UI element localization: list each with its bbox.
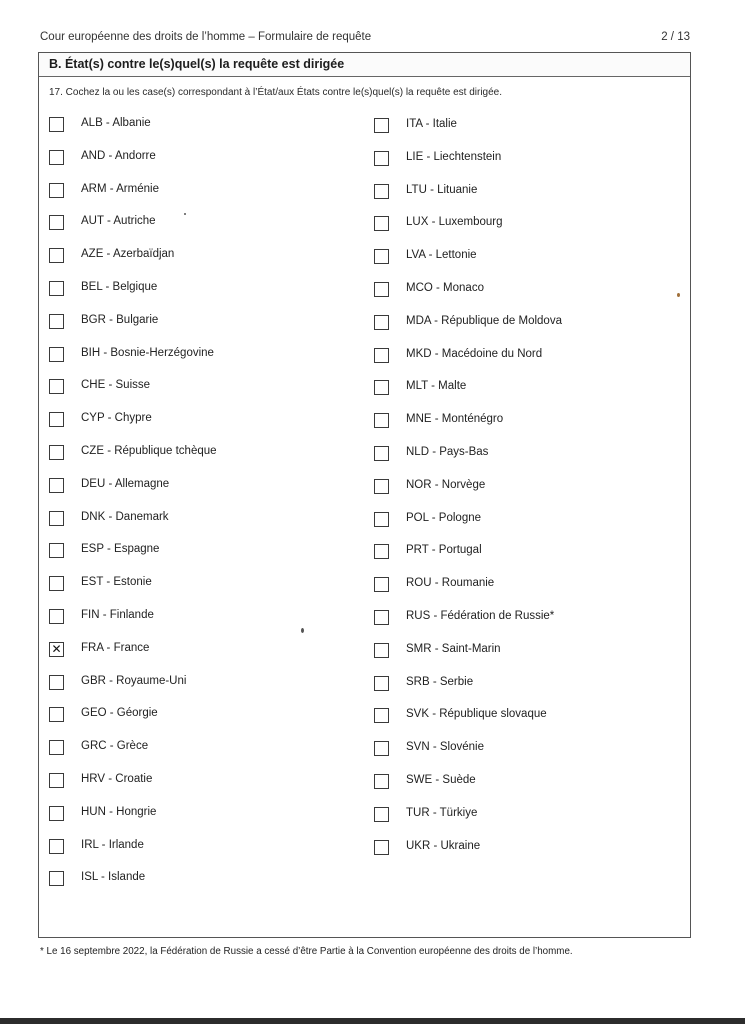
checkbox[interactable] bbox=[374, 577, 389, 592]
country-label: NOR - Norvège bbox=[406, 478, 486, 491]
footnote: * Le 16 septembre 2022, la Fédération de Russie a cessé d’être Partie à la Convention européenne des droits de l’homme. bbox=[40, 946, 573, 957]
country-label: BGR - Bulgarie bbox=[81, 313, 159, 326]
checkbox[interactable] bbox=[49, 675, 64, 690]
country-label: SWE - Suède bbox=[406, 774, 476, 786]
checkbox[interactable] bbox=[374, 216, 389, 231]
question-17: 17. Cochez la ou les case(s) correspondant à l’État/aux États contre le(s)quel(s) la requête est dirigée. bbox=[49, 87, 503, 98]
checkbox[interactable] bbox=[374, 249, 389, 264]
country-option[interactable] bbox=[49, 675, 329, 693]
country-label: GEO - Géorgie bbox=[81, 707, 158, 720]
checkbox[interactable] bbox=[49, 347, 64, 362]
country-label: BIH - Bosnie-Herzégovine bbox=[81, 346, 214, 359]
country-option[interactable] bbox=[49, 117, 329, 135]
checkbox[interactable] bbox=[374, 774, 389, 789]
country-option[interactable] bbox=[374, 840, 654, 858]
country-option[interactable] bbox=[49, 314, 329, 332]
country-option[interactable] bbox=[49, 347, 329, 365]
country-label: ESP - Espagne bbox=[81, 543, 160, 556]
country-option[interactable] bbox=[49, 871, 329, 889]
checkbox[interactable] bbox=[49, 773, 64, 788]
country-label: SVN - Slovénie bbox=[406, 741, 484, 754]
scan-speck bbox=[301, 628, 304, 633]
checkbox[interactable] bbox=[49, 707, 64, 722]
country-option[interactable] bbox=[374, 348, 654, 366]
checkbox[interactable] bbox=[374, 610, 389, 625]
country-option[interactable] bbox=[374, 610, 654, 628]
checkbox[interactable] bbox=[374, 708, 389, 723]
country-label: LTU - Lituanie bbox=[406, 183, 478, 196]
country-label: GBR - Royaume-Uni bbox=[81, 674, 187, 687]
checkbox[interactable] bbox=[374, 479, 389, 494]
checkbox[interactable] bbox=[374, 315, 389, 330]
checkbox[interactable] bbox=[374, 807, 389, 822]
country-label: ALB - Albanie bbox=[81, 117, 151, 129]
country-label: AUT - Autriche bbox=[81, 215, 156, 228]
country-label: MNE - Monténégro bbox=[406, 413, 504, 426]
country-option[interactable] bbox=[49, 412, 329, 430]
country-label: CYP - Chypre bbox=[81, 412, 152, 425]
country-label: DNK - Danemark bbox=[81, 510, 169, 523]
scan-speck bbox=[677, 293, 680, 297]
country-option[interactable] bbox=[374, 413, 654, 431]
country-label: CZE - République tchèque bbox=[81, 445, 217, 457]
checkbox[interactable] bbox=[49, 478, 64, 493]
country-label: BEL - Belgique bbox=[81, 281, 158, 293]
country-option[interactable] bbox=[374, 479, 654, 497]
checkbox[interactable] bbox=[49, 379, 64, 394]
country-label: AZE - Azerbaïdjan bbox=[81, 248, 175, 261]
checkbox[interactable] bbox=[49, 839, 64, 854]
country-option[interactable] bbox=[49, 642, 329, 660]
checkbox[interactable] bbox=[374, 840, 389, 855]
country-label: MLT - Malte bbox=[406, 380, 467, 393]
country-option[interactable] bbox=[374, 282, 654, 300]
country-label: LIE - Liechtenstein bbox=[406, 150, 502, 163]
country-label: ITA - Italie bbox=[406, 118, 457, 130]
checkbox[interactable] bbox=[374, 446, 389, 461]
checkbox[interactable] bbox=[374, 741, 389, 756]
checkbox[interactable] bbox=[49, 412, 64, 427]
checkbox[interactable] bbox=[374, 512, 389, 527]
checkbox[interactable] bbox=[374, 380, 389, 395]
country-option[interactable] bbox=[374, 643, 654, 661]
checkbox[interactable] bbox=[374, 544, 389, 559]
country-label: AND - Andorre bbox=[81, 149, 156, 162]
country-option[interactable] bbox=[49, 379, 329, 397]
country-label: HUN - Hongrie bbox=[81, 805, 157, 818]
country-option[interactable] bbox=[374, 151, 654, 169]
checkbox[interactable] bbox=[49, 806, 64, 821]
country-option[interactable] bbox=[374, 807, 654, 825]
country-label: DEU - Allemagne bbox=[81, 477, 170, 490]
checkbox[interactable] bbox=[374, 676, 389, 691]
country-option[interactable] bbox=[49, 511, 329, 529]
section-title: B. État(s) contre le(s)quel(s) la requête est dirigée bbox=[49, 57, 345, 71]
country-option[interactable] bbox=[374, 249, 654, 267]
checkbox[interactable] bbox=[49, 576, 64, 591]
country-label: TUR - Türkiye bbox=[406, 806, 478, 819]
page-number: 2 / 13 bbox=[661, 31, 690, 43]
country-label: IRL - Irlande bbox=[81, 838, 144, 851]
checkbox[interactable] bbox=[49, 609, 64, 624]
country-option[interactable] bbox=[49, 740, 329, 758]
checkbox[interactable] bbox=[374, 282, 389, 297]
country-label: CHE - Suisse bbox=[81, 379, 151, 392]
country-option[interactable] bbox=[49, 150, 329, 168]
country-option[interactable] bbox=[49, 248, 329, 266]
country-option[interactable] bbox=[49, 543, 329, 561]
section-header-bar bbox=[39, 53, 690, 77]
country-option[interactable] bbox=[49, 445, 329, 463]
checkbox[interactable] bbox=[374, 184, 389, 199]
country-option[interactable] bbox=[374, 216, 654, 234]
checkbox[interactable] bbox=[49, 281, 64, 296]
country-option[interactable] bbox=[49, 773, 329, 791]
checkbox[interactable] bbox=[374, 151, 389, 166]
checkbox[interactable] bbox=[49, 445, 64, 460]
country-label: POL - Pologne bbox=[406, 511, 482, 524]
scan-bottom-edge bbox=[0, 1018, 745, 1024]
country-label: ISL - Islande bbox=[81, 871, 146, 884]
country-label: SVK - République slovaque bbox=[406, 708, 547, 721]
country-label: FIN - Finlande bbox=[81, 609, 154, 621]
document-title: Cour européenne des droits de l’homme – Formulaire de requête bbox=[40, 31, 372, 43]
country-option[interactable] bbox=[49, 183, 329, 201]
country-label: LUX - Luxembourg bbox=[406, 216, 503, 229]
country-label: MDA - République de Moldova bbox=[406, 314, 562, 327]
country-option[interactable] bbox=[49, 806, 329, 824]
country-label: SMR - Saint-Marin bbox=[406, 642, 501, 655]
country-label: NLD - Pays-Bas bbox=[406, 446, 489, 458]
country-label: GRC - Grèce bbox=[81, 740, 149, 753]
country-label: RUS - Fédération de Russie* bbox=[406, 610, 555, 622]
country-option[interactable] bbox=[49, 478, 329, 496]
country-option[interactable] bbox=[374, 512, 654, 530]
checkbox[interactable] bbox=[49, 215, 64, 230]
checkbox[interactable] bbox=[374, 348, 389, 363]
country-option[interactable] bbox=[49, 609, 329, 627]
country-label: MCO - Monaco bbox=[406, 282, 484, 294]
country-option[interactable] bbox=[374, 741, 654, 759]
country-label: ARM - Arménie bbox=[81, 182, 159, 195]
form-section-box bbox=[38, 52, 691, 938]
country-option[interactable] bbox=[374, 544, 654, 562]
checkbox[interactable] bbox=[49, 871, 64, 886]
country-label: ROU - Roumanie bbox=[406, 577, 495, 590]
country-label: MKD - Macédoine du Nord bbox=[406, 347, 543, 360]
country-option[interactable] bbox=[374, 315, 654, 333]
country-label: PRT - Portugal bbox=[406, 544, 482, 557]
checkbox[interactable] bbox=[49, 511, 64, 526]
country-label: UKR - Ukraine bbox=[406, 839, 481, 852]
country-label: HRV - Croatie bbox=[81, 773, 153, 785]
checkbox[interactable] bbox=[374, 643, 389, 658]
checkbox[interactable] bbox=[49, 543, 64, 558]
country-label: EST - Estonie bbox=[81, 576, 152, 589]
country-option[interactable] bbox=[374, 577, 654, 595]
checkbox-checked[interactable]: ✕ bbox=[49, 642, 64, 657]
checkbox[interactable] bbox=[374, 413, 389, 428]
country-option[interactable] bbox=[374, 118, 654, 136]
checkbox[interactable] bbox=[49, 314, 64, 329]
country-label: LVA - Lettonie bbox=[406, 249, 477, 262]
country-option[interactable] bbox=[374, 446, 654, 464]
checkbox[interactable] bbox=[49, 248, 64, 263]
country-option[interactable] bbox=[374, 676, 654, 694]
country-option[interactable] bbox=[49, 576, 329, 594]
country-option[interactable] bbox=[49, 215, 329, 233]
checkbox[interactable] bbox=[49, 150, 64, 165]
country-option[interactable] bbox=[49, 839, 329, 857]
scan-speck bbox=[184, 213, 186, 215]
country-option[interactable] bbox=[374, 708, 654, 726]
checkbox[interactable] bbox=[49, 117, 64, 132]
country-option[interactable] bbox=[49, 707, 329, 725]
country-label: FRA - France bbox=[81, 641, 150, 654]
country-option[interactable] bbox=[49, 281, 329, 299]
country-label: SRB - Serbie bbox=[406, 675, 474, 688]
country-option[interactable] bbox=[374, 380, 654, 398]
page-header bbox=[40, 31, 690, 49]
checkbox[interactable] bbox=[49, 740, 64, 755]
checkbox[interactable] bbox=[374, 118, 389, 133]
checkbox[interactable] bbox=[49, 183, 64, 198]
country-option[interactable] bbox=[374, 774, 654, 792]
country-option[interactable] bbox=[374, 184, 654, 202]
